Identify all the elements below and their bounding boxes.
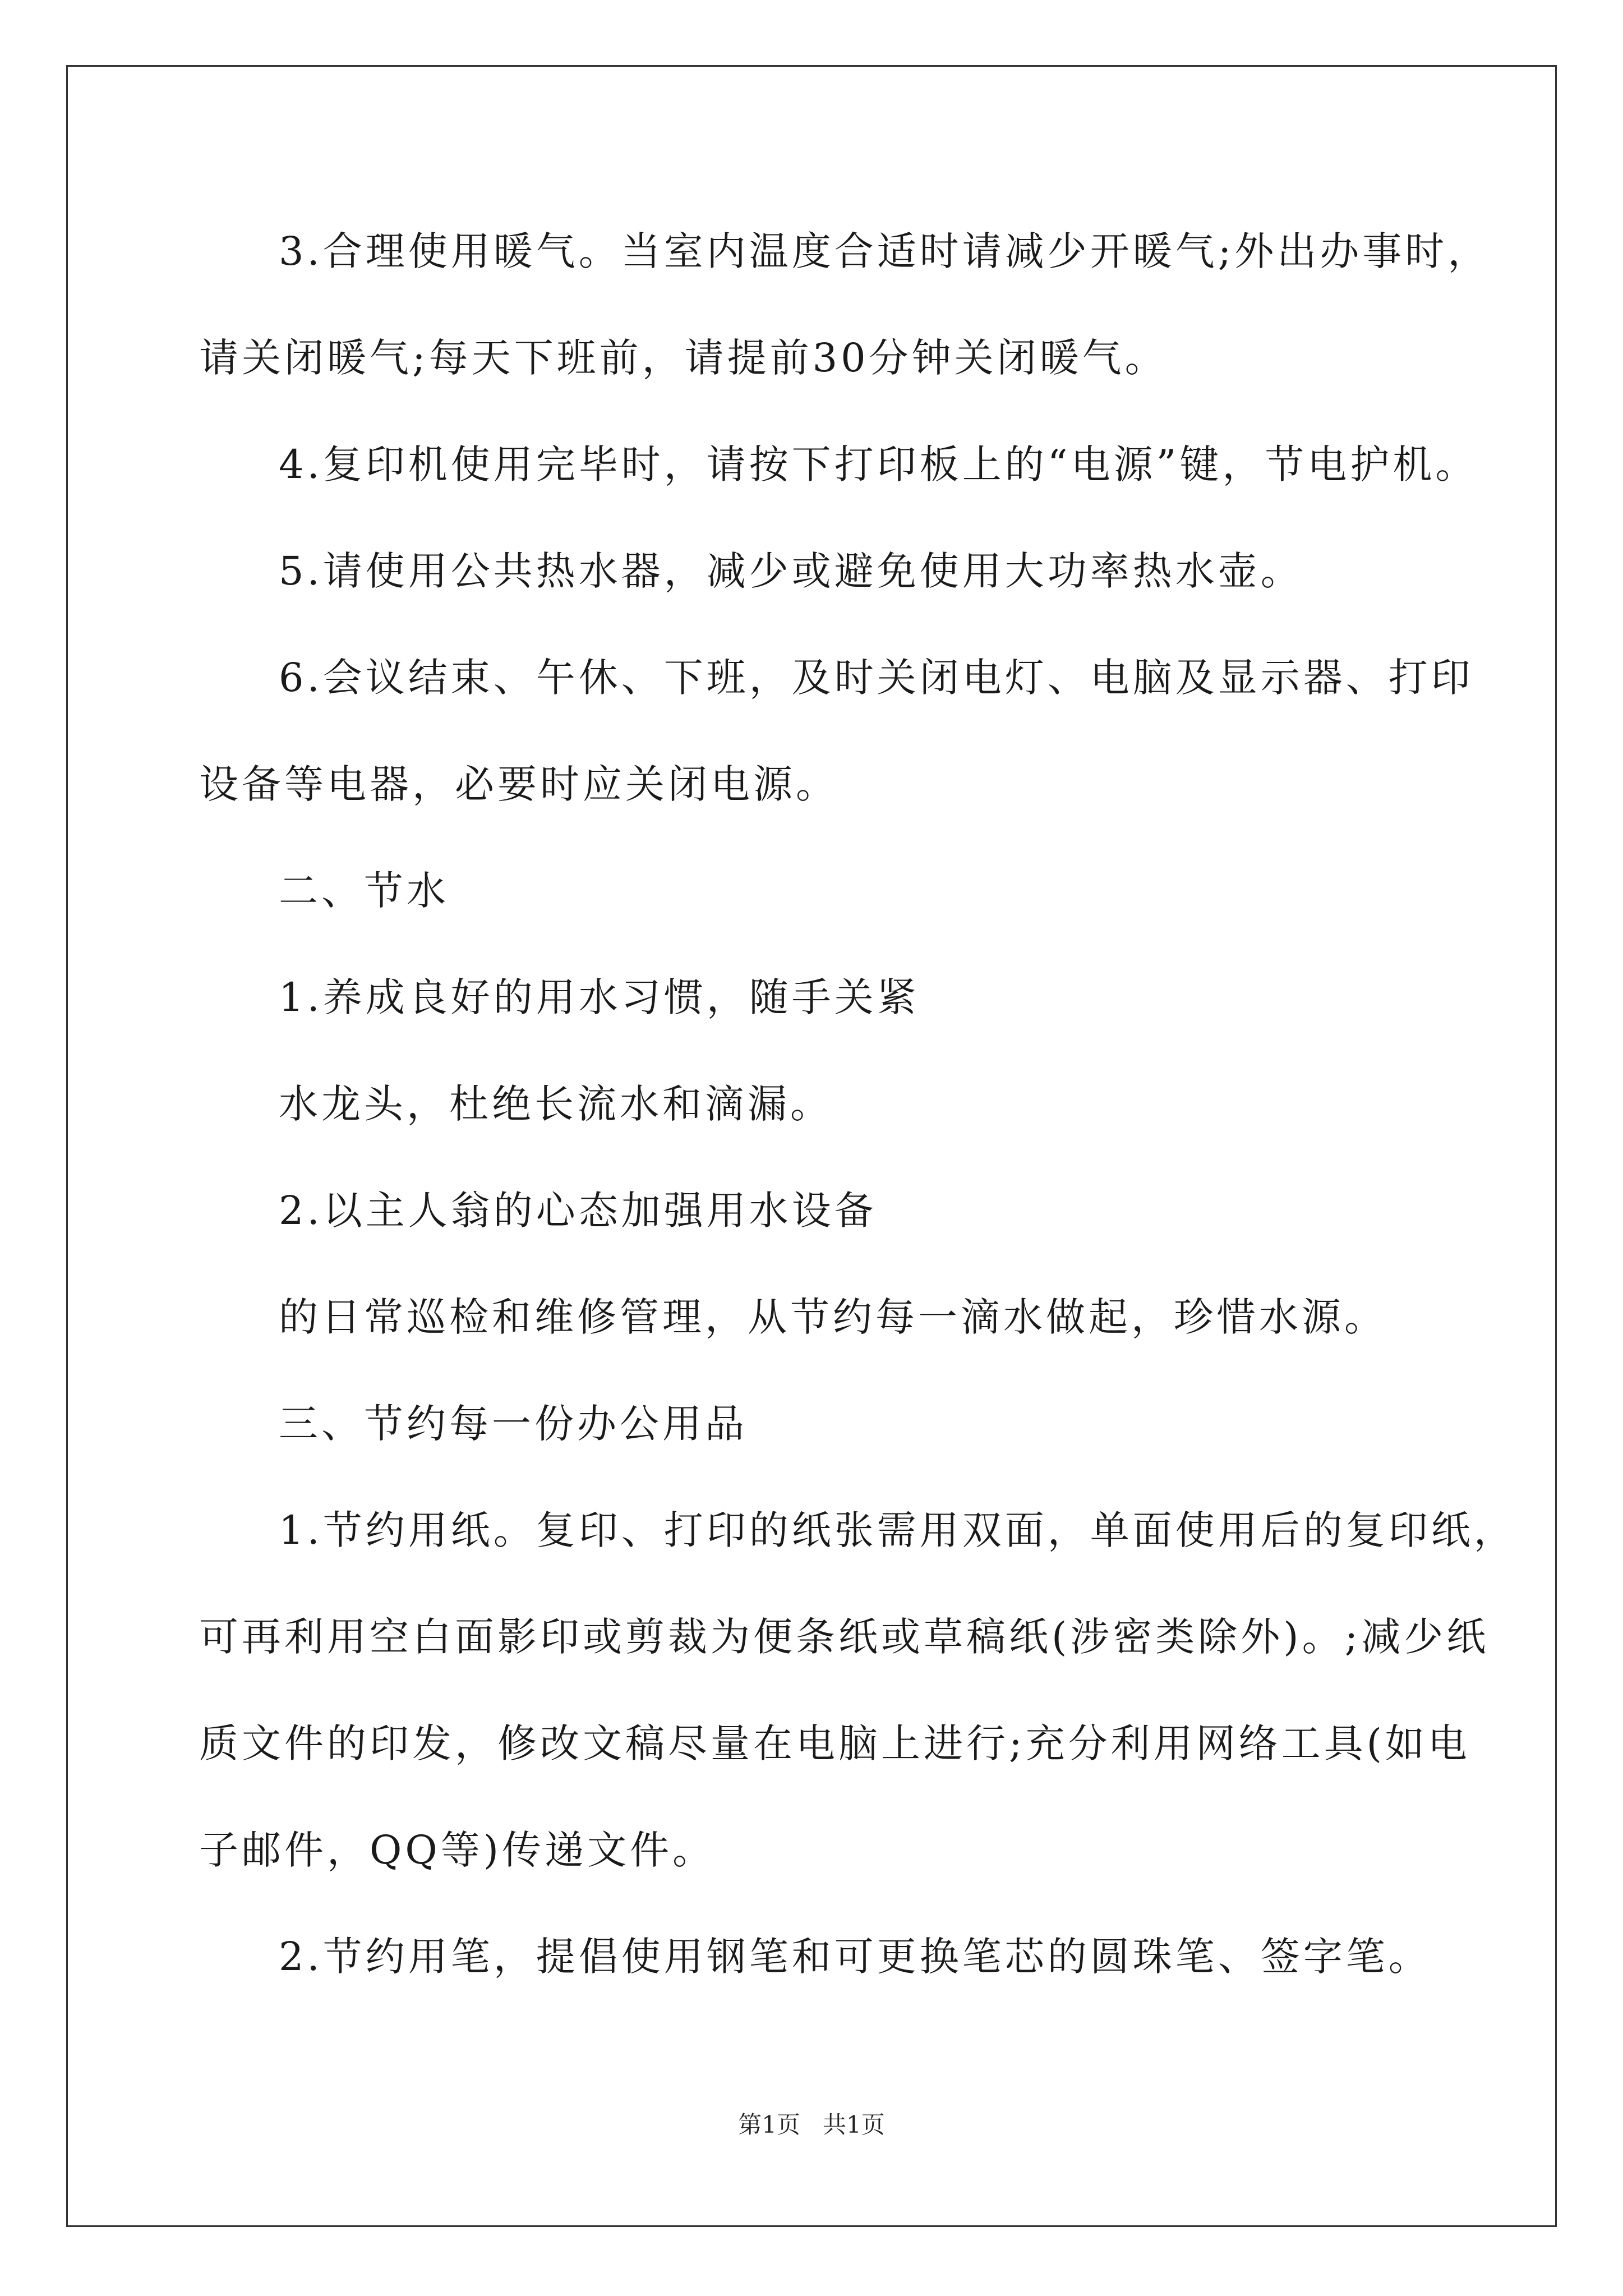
text-line: 可再利用空白面影印或剪裁为便条纸或草稿纸(涉密类除外)。;减少纸 — [199, 1614, 1490, 1660]
text-line: 5.请使用公共热水器，减少或避免使用大功率热水壶。 — [279, 548, 1303, 594]
text-line: 3.合理使用暖气。当室内温度合适时请减少开暖气;外出办事时， — [279, 228, 1491, 274]
text-line: 的日常巡检和维修管理，从节约每一滴水做起，珍惜水源。 — [279, 1294, 1387, 1340]
text-line: 6.会议结束、午休、下班，及时关闭电灯、电脑及显示器、打印 — [279, 655, 1474, 701]
section-heading: 二、节水 — [279, 868, 449, 914]
section-heading: 三、节约每一份办公用品 — [279, 1401, 748, 1447]
text-line: 质文件的印发，修改文稿尽量在电脑上进行;充分利用网络工具(如电 — [199, 1720, 1470, 1766]
page-border — [66, 65, 1557, 2227]
text-line: 2.以主人翁的心态加强用水设备 — [279, 1188, 877, 1234]
text-line: 4.复印机使用完毕时，请按下打印板上的“电源”键，节电护机。 — [279, 441, 1478, 487]
text-line: 1.节约用纸。复印、打印的纸张需用双面，单面使用后的复印纸， — [279, 1507, 1516, 1553]
page-number-footer: 第1页 共1页 — [738, 2111, 885, 2138]
text-line: 2.节约用笔，提倡使用钢笔和可更换笔芯的圆珠笔、签字笔。 — [279, 1934, 1431, 1980]
text-line: 子邮件，QQ等)传递文件。 — [199, 1827, 716, 1873]
text-line: 1.养成良好的用水习惯，随手关紧 — [279, 974, 920, 1020]
text-line: 水龙头，杜绝长流水和滴漏。 — [279, 1081, 833, 1127]
text-line: 请关闭暖气;每天下班前，请提前30分钟关闭暖气。 — [199, 335, 1168, 381]
text-line: 设备等电器，必要时应关闭电源。 — [199, 761, 838, 807]
